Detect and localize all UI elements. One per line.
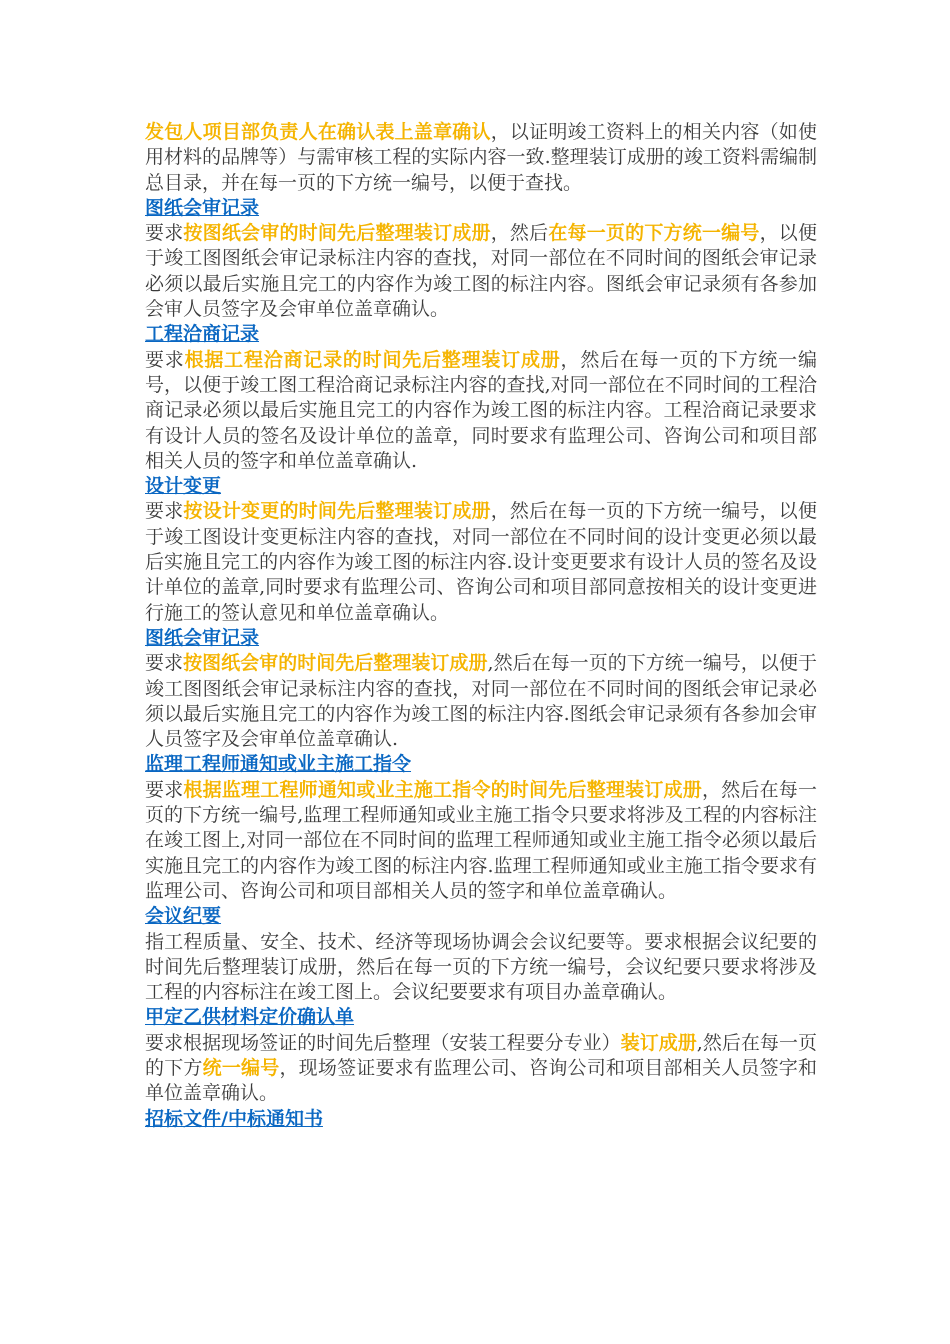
body-text: ，然后在每一页的下方统一编号，以便于竣工图工程洽商记录标注内容的查找,对同一部位在不同时间的工程洽商记录必须以最后实施且完工的内容作为竣工图的标注内容。工程洽商记录要求有设计人员的签名及设计单位的盖章，同时要求有监理公司、咨询公司和项目部相关人员的签字和单位盖章确认. bbox=[145, 348, 817, 472]
body-text: 要求 bbox=[145, 778, 184, 801]
section-paragraph-supervisor-notice bbox=[145, 778, 817, 904]
body-text: 要求 bbox=[145, 222, 184, 245]
highlight-text: 根据工程洽商记录的时间先后整理装订成册 bbox=[184, 348, 561, 371]
section-paragraph-negotiation-record bbox=[145, 348, 817, 474]
body-text: 要求 bbox=[145, 652, 184, 675]
document-body bbox=[145, 120, 817, 1132]
section-paragraph-material-pricing bbox=[145, 1031, 817, 1107]
section-heading-drawing-review[interactable]: 图纸会审记录 bbox=[145, 196, 260, 219]
body-text: 要求 bbox=[145, 348, 185, 371]
highlight-text: 在每一页的下方统一编号 bbox=[548, 222, 760, 245]
section-heading-design-change[interactable]: 设计变更 bbox=[145, 475, 222, 498]
highlight-text: 装订成册 bbox=[620, 1031, 697, 1054]
highlight-text: 按图纸会审的时间先后整理装订成册 bbox=[183, 222, 491, 245]
highlight-text: 统一编号 bbox=[202, 1056, 280, 1079]
body-text: ,然后在每一页的下方统一编号，以便于竣工图图纸会审记录标注内容的查找，对同一部位在不同时间的图纸会审记录必须以最后实施且完工的内容作为竣工图的标注内容.图纸会审记录须有各参加会审人员签字及会审单位盖章确认. bbox=[145, 652, 817, 751]
section-heading-negotiation-record[interactable]: 工程洽商记录 bbox=[145, 323, 260, 346]
highlight-text: 按图纸会审的时间先后整理装订成册 bbox=[183, 652, 488, 675]
highlight-text: 按设计变更的时间先后整理装订成册 bbox=[183, 500, 491, 523]
body-text: 指工程质量、安全、技术、经济等现场协调会会议纪要等。要求根据会议纪要的时间先后整理装订成册，然后在每一页的下方统一编号，会议纪要只要求将涉及工程的内容标注在竣工图上。会议纪要要求有项目办盖章确认。 bbox=[145, 930, 817, 1004]
body-text: ，现场签证要求有监理公司、咨询公司和项目部相关人员签字和单位盖章确认。 bbox=[145, 1056, 817, 1105]
section-heading-tender-documents[interactable]: 招标文件/中标通知书 bbox=[145, 1107, 323, 1130]
body-text: ，然后 bbox=[490, 222, 549, 245]
section-paragraph-meeting-minutes bbox=[145, 930, 817, 1006]
highlight-text: 根据监理工程师通知或业主施工指令的时间先后整理装订成册 bbox=[183, 778, 702, 801]
section-paragraph-drawing-review-2 bbox=[145, 651, 817, 752]
section-paragraph-design-change bbox=[145, 499, 817, 625]
body-text: ，然后在每一页的下方统一编号，以便于竣工图设计变更标注内容的查找，对同一部位在不同时间的设计变更必须以最后实施且完工的内容作为竣工图的标注内容.设计变更要求有设计人员的签名及设计单位的盖章,同时要求有监理公司、咨询公司和项目部同意按相关的设计变更进行施工的签认意见和单位盖章确认。 bbox=[145, 500, 817, 624]
body-text: ,然后在每一页的下方 bbox=[145, 1031, 817, 1079]
intro-paragraph bbox=[145, 120, 817, 196]
body-text: ，以便于竣工图图纸会审记录标注内容的查找，对同一部位在不同时间的图纸会审记录必须以最后实施且完工的内容作为竣工图的标注内容。图纸会审记录须有各参加会审人员签字及会审单位盖章确认。 bbox=[145, 222, 817, 321]
section-heading-supervisor-notice[interactable]: 监理工程师通知或业主施工指令 bbox=[145, 753, 412, 776]
section-heading-material-pricing[interactable]: 甲定乙供材料定价确认单 bbox=[145, 1006, 355, 1029]
highlight-text: 发包人项目部负责人在确认表上盖章确认 bbox=[145, 121, 491, 143]
body-text: 要求根据现场签证的时间先后整理（安装工程要分专业） bbox=[145, 1031, 621, 1054]
body-text: 要求 bbox=[145, 500, 184, 523]
body-text: ，然后在每一页的下方统一编号,监理工程师通知或业主施工指令只要求将涉及工程的内容标注在竣工图上,对同一部位在不同时间的监理工程师通知或业主施工指令必须以最后实施且完工的内容作为竣工图的标注内容.监理工程师通知或业主施工指令要求有监理公司、咨询公司和项目部相关人员的签字和单位盖章确认。 bbox=[145, 778, 817, 902]
section-paragraph-drawing-review bbox=[145, 221, 817, 322]
section-heading-meeting-minutes[interactable]: 会议纪要 bbox=[145, 905, 222, 928]
body-text: ，以证明竣工资料上的相关内容（如使用材料的品牌等）与需审核工程的实际内容一致.整理装订成册的竣工资料需编制总目录，并在每一页的下方统一编号，以便于查找。 bbox=[145, 121, 817, 194]
section-heading-drawing-review-2[interactable]: 图纸会审记录 bbox=[145, 626, 260, 649]
